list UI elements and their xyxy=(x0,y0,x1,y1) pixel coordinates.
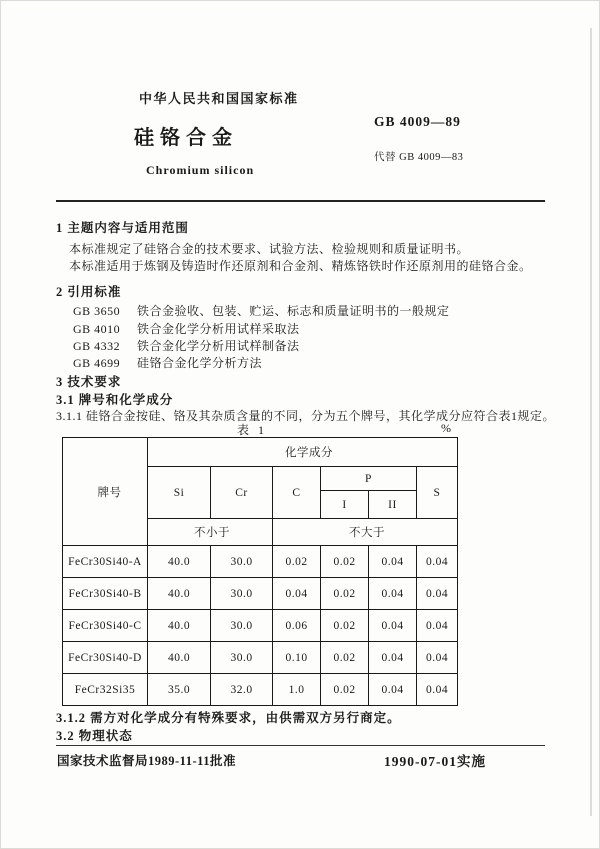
reference-title: 硅铬合金化学分析方法 xyxy=(137,356,263,370)
c-cell: 1.0 xyxy=(273,674,321,706)
p2-cell: 0.04 xyxy=(369,610,417,642)
column-header-p: P xyxy=(321,467,417,491)
table-row xyxy=(63,674,458,706)
p1-cell: 0.02 xyxy=(321,610,369,642)
s-cell: 0.04 xyxy=(417,578,458,610)
document-title-english: Chromium silicon xyxy=(146,163,255,177)
column-header-brand: 牌号 xyxy=(63,438,148,546)
document-body xyxy=(56,0,556,849)
p1-cell: 0.02 xyxy=(321,546,369,578)
reference-number: GB 4010 xyxy=(73,322,121,336)
clause-3-1-1: 3.1.1 硅铬合金按硅、铬及其杂质含量的不同，分为五个牌号，其化学成分应符合表1规定。 xyxy=(56,409,556,423)
p1-cell: 0.02 xyxy=(321,642,369,674)
reference-item xyxy=(73,337,300,354)
s-cell: 0.04 xyxy=(417,610,458,642)
p1-cell: 0.02 xyxy=(321,578,369,610)
footer-divider xyxy=(56,745,545,746)
scan-edge xyxy=(590,28,592,816)
column-header-p-grade-1: I xyxy=(321,491,369,519)
si-cell: 40.0 xyxy=(148,610,211,642)
si-cell: 40.0 xyxy=(148,578,211,610)
standard-number: GB 4009—89 xyxy=(374,114,461,129)
clause-3-1-2: 3.1.2 需方对化学成分有特殊要求，由供需双方另行商定。 xyxy=(56,711,401,725)
cr-cell: 30.0 xyxy=(211,642,273,674)
table-row xyxy=(63,578,458,610)
brand-cell: FeCr30Si40-B xyxy=(63,578,148,610)
brand-cell: FeCr30Si40-C xyxy=(63,610,148,642)
reference-item xyxy=(73,354,262,371)
p2-cell: 0.04 xyxy=(369,578,417,610)
cr-cell: 30.0 xyxy=(211,578,273,610)
table-row xyxy=(63,642,458,674)
reference-number: GB 3650 xyxy=(73,304,121,318)
footer-approval: 国家技术监督局1989-11-11批准 xyxy=(57,754,236,768)
standard-org-line: 中华人民共和国国家标准 xyxy=(139,91,299,106)
brand-cell: FeCr32Si35 xyxy=(63,674,148,706)
brand-cell: FeCr30Si40-A xyxy=(63,546,148,578)
p2-cell: 0.04 xyxy=(369,642,417,674)
section-1-para-2: 本标准适用于炼钢及铸造时作还原剂和合金剂、精炼铬铁时作还原剂用的硅铬合金。 xyxy=(69,259,532,273)
table-caption: 表 1 xyxy=(237,423,268,437)
section-3-heading: 3 技术要求 xyxy=(56,375,122,389)
s-cell: 0.04 xyxy=(417,546,458,578)
section-2-heading: 2 引用标准 xyxy=(56,285,122,299)
table-row xyxy=(63,610,458,642)
column-header-chemical-composition: 化学成分 xyxy=(148,438,458,467)
c-cell: 0.06 xyxy=(273,610,321,642)
column-header-s: S xyxy=(417,467,458,519)
brand-cell: FeCr30Si40-D xyxy=(63,642,148,674)
column-header-cr: Cr xyxy=(211,467,273,519)
clause-3-2-heading: 3.2 物理状态 xyxy=(56,729,133,743)
p1-cell: 0.02 xyxy=(321,674,369,706)
s-cell: 0.04 xyxy=(417,674,458,706)
limit-label-not-less-than: 不小于 xyxy=(148,519,273,546)
footer-effective-date: 1990-07-01实施 xyxy=(384,754,486,769)
reference-title: 铁合金验收、包装、贮运、标志和质量证明书的一般规定 xyxy=(137,304,450,318)
reference-item xyxy=(73,302,450,319)
limit-label-not-greater-than: 不大于 xyxy=(273,519,458,546)
table-row xyxy=(63,546,458,578)
column-header-p-grade-2: II xyxy=(369,491,417,519)
c-cell: 0.10 xyxy=(273,642,321,674)
column-header-si: Si xyxy=(148,467,211,519)
section-1-para-1: 本标准规定了硅铬合金的技术要求、试验方法、检验规则和质量证明书。 xyxy=(69,242,470,256)
p2-cell: 0.04 xyxy=(369,546,417,578)
cr-cell: 32.0 xyxy=(211,674,273,706)
reference-number: GB 4332 xyxy=(73,339,121,353)
cr-cell: 30.0 xyxy=(211,546,273,578)
reference-item xyxy=(73,320,300,337)
cr-cell: 30.0 xyxy=(211,610,273,642)
column-header-c: C xyxy=(273,467,321,519)
c-cell: 0.04 xyxy=(273,578,321,610)
reference-number: GB 4699 xyxy=(73,356,121,370)
reference-title: 铁合金化学分析用试样采取法 xyxy=(137,322,300,336)
standard-replaces: 代替 GB 4009—83 xyxy=(374,152,464,163)
table-unit-label: % xyxy=(441,421,451,435)
chemical-composition-table xyxy=(62,437,458,706)
c-cell: 0.02 xyxy=(273,546,321,578)
si-cell: 40.0 xyxy=(148,546,211,578)
p2-cell: 0.04 xyxy=(369,674,417,706)
si-cell: 35.0 xyxy=(148,674,211,706)
s-cell: 0.04 xyxy=(417,642,458,674)
si-cell: 40.0 xyxy=(148,642,211,674)
reference-title: 铁合金化学分析用试样制备法 xyxy=(137,339,300,353)
clause-3-1-heading: 3.1 牌号和化学成分 xyxy=(56,393,174,407)
section-1-heading: 1 主题内容与适用范围 xyxy=(56,221,189,235)
document-title: 硅铬合金 xyxy=(134,127,238,149)
